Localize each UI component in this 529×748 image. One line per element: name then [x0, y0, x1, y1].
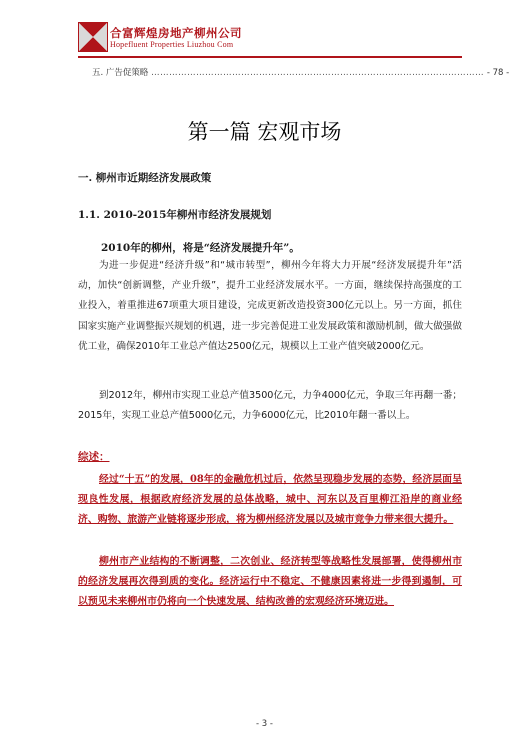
company-name-en: Hopefluent Properties Liuzhou Com [110, 40, 234, 49]
company-logo-icon [78, 22, 108, 52]
toc-leader-dots: ………………………………………………………………………………………………… [151, 68, 485, 78]
header-divider [78, 56, 462, 58]
chapter-title: 第一篇 宏观市场 [187, 120, 342, 144]
summary-paragraph-1-text: 经过“十五”的发展，08年的金融危机过后，依然呈现稳步发展的态势，经济层面呈现良性发展，根据政府经济发展的总体战略，城中、河东以及百里柳江沿岸的商业经济、购物、旅游产业链将逐步形成，将为柳州经济发展以及城市竞争力带来很大提升。 [78, 474, 462, 526]
company-logo [78, 20, 458, 54]
body-paragraph-1: 为进一步促进“经济升级”和“城市转型”，柳州今年将大力开展“经济发展提升年”活动，加快“创新调整，产业升级”，提升工业经济发展水平。一方面，继续保持高强度的工业投入，着重推进67项重大项目建设，完成更新改造投资300亿元以上。另一方面，抓住国家实施产业调整振兴规划的机遇，进一步完善促进工业发展政策和激励机制，做大做强做优工业，确保2010年工业总产值达2500亿元，规模以上工业产值突破2000亿元。 [78, 260, 462, 352]
toc-entry[interactable] [92, 66, 510, 78]
section-heading: 一. 柳州市近期经济发展政策 [78, 172, 212, 184]
bold-lead-sentence: 2010年的柳州，将是“经济发展提升年”。 [101, 242, 300, 254]
body-paragraph-2: 到2012年，柳州市实现工业总产值3500亿元，力争4000亿元，争取三年再翻一番；2015年，实现工业总产值5000亿元，力争6000亿元，比2010年翻一番以上。 [78, 390, 462, 422]
toc-entry-page: - 78 - [486, 68, 510, 78]
page-number: - 3 - [256, 719, 273, 729]
summary-paragraph-2-text: 柳州市产业结构的不断调整，二次创业、经济转型等战略性发展部署，使得柳州市的经济发展再次得到质的变化。经济运行中不稳定、不健康因素将进一步得到遏制，可以预见未来柳州市仍将向一个快速发展、结构改善的宏观经济环境迈进。 [78, 556, 462, 608]
toc-entry-label: 五. 广告促策略 [92, 68, 149, 78]
company-name-cn: 合富辉煌房地产柳州公司 [110, 26, 242, 40]
summary-label: 综述： [78, 451, 110, 463]
summary-paragraph-2 [78, 552, 462, 613]
subsection-heading: 1.1. 2010-2015年柳州市经济发展规划 [78, 209, 272, 221]
summary-paragraph-1 [78, 470, 462, 531]
